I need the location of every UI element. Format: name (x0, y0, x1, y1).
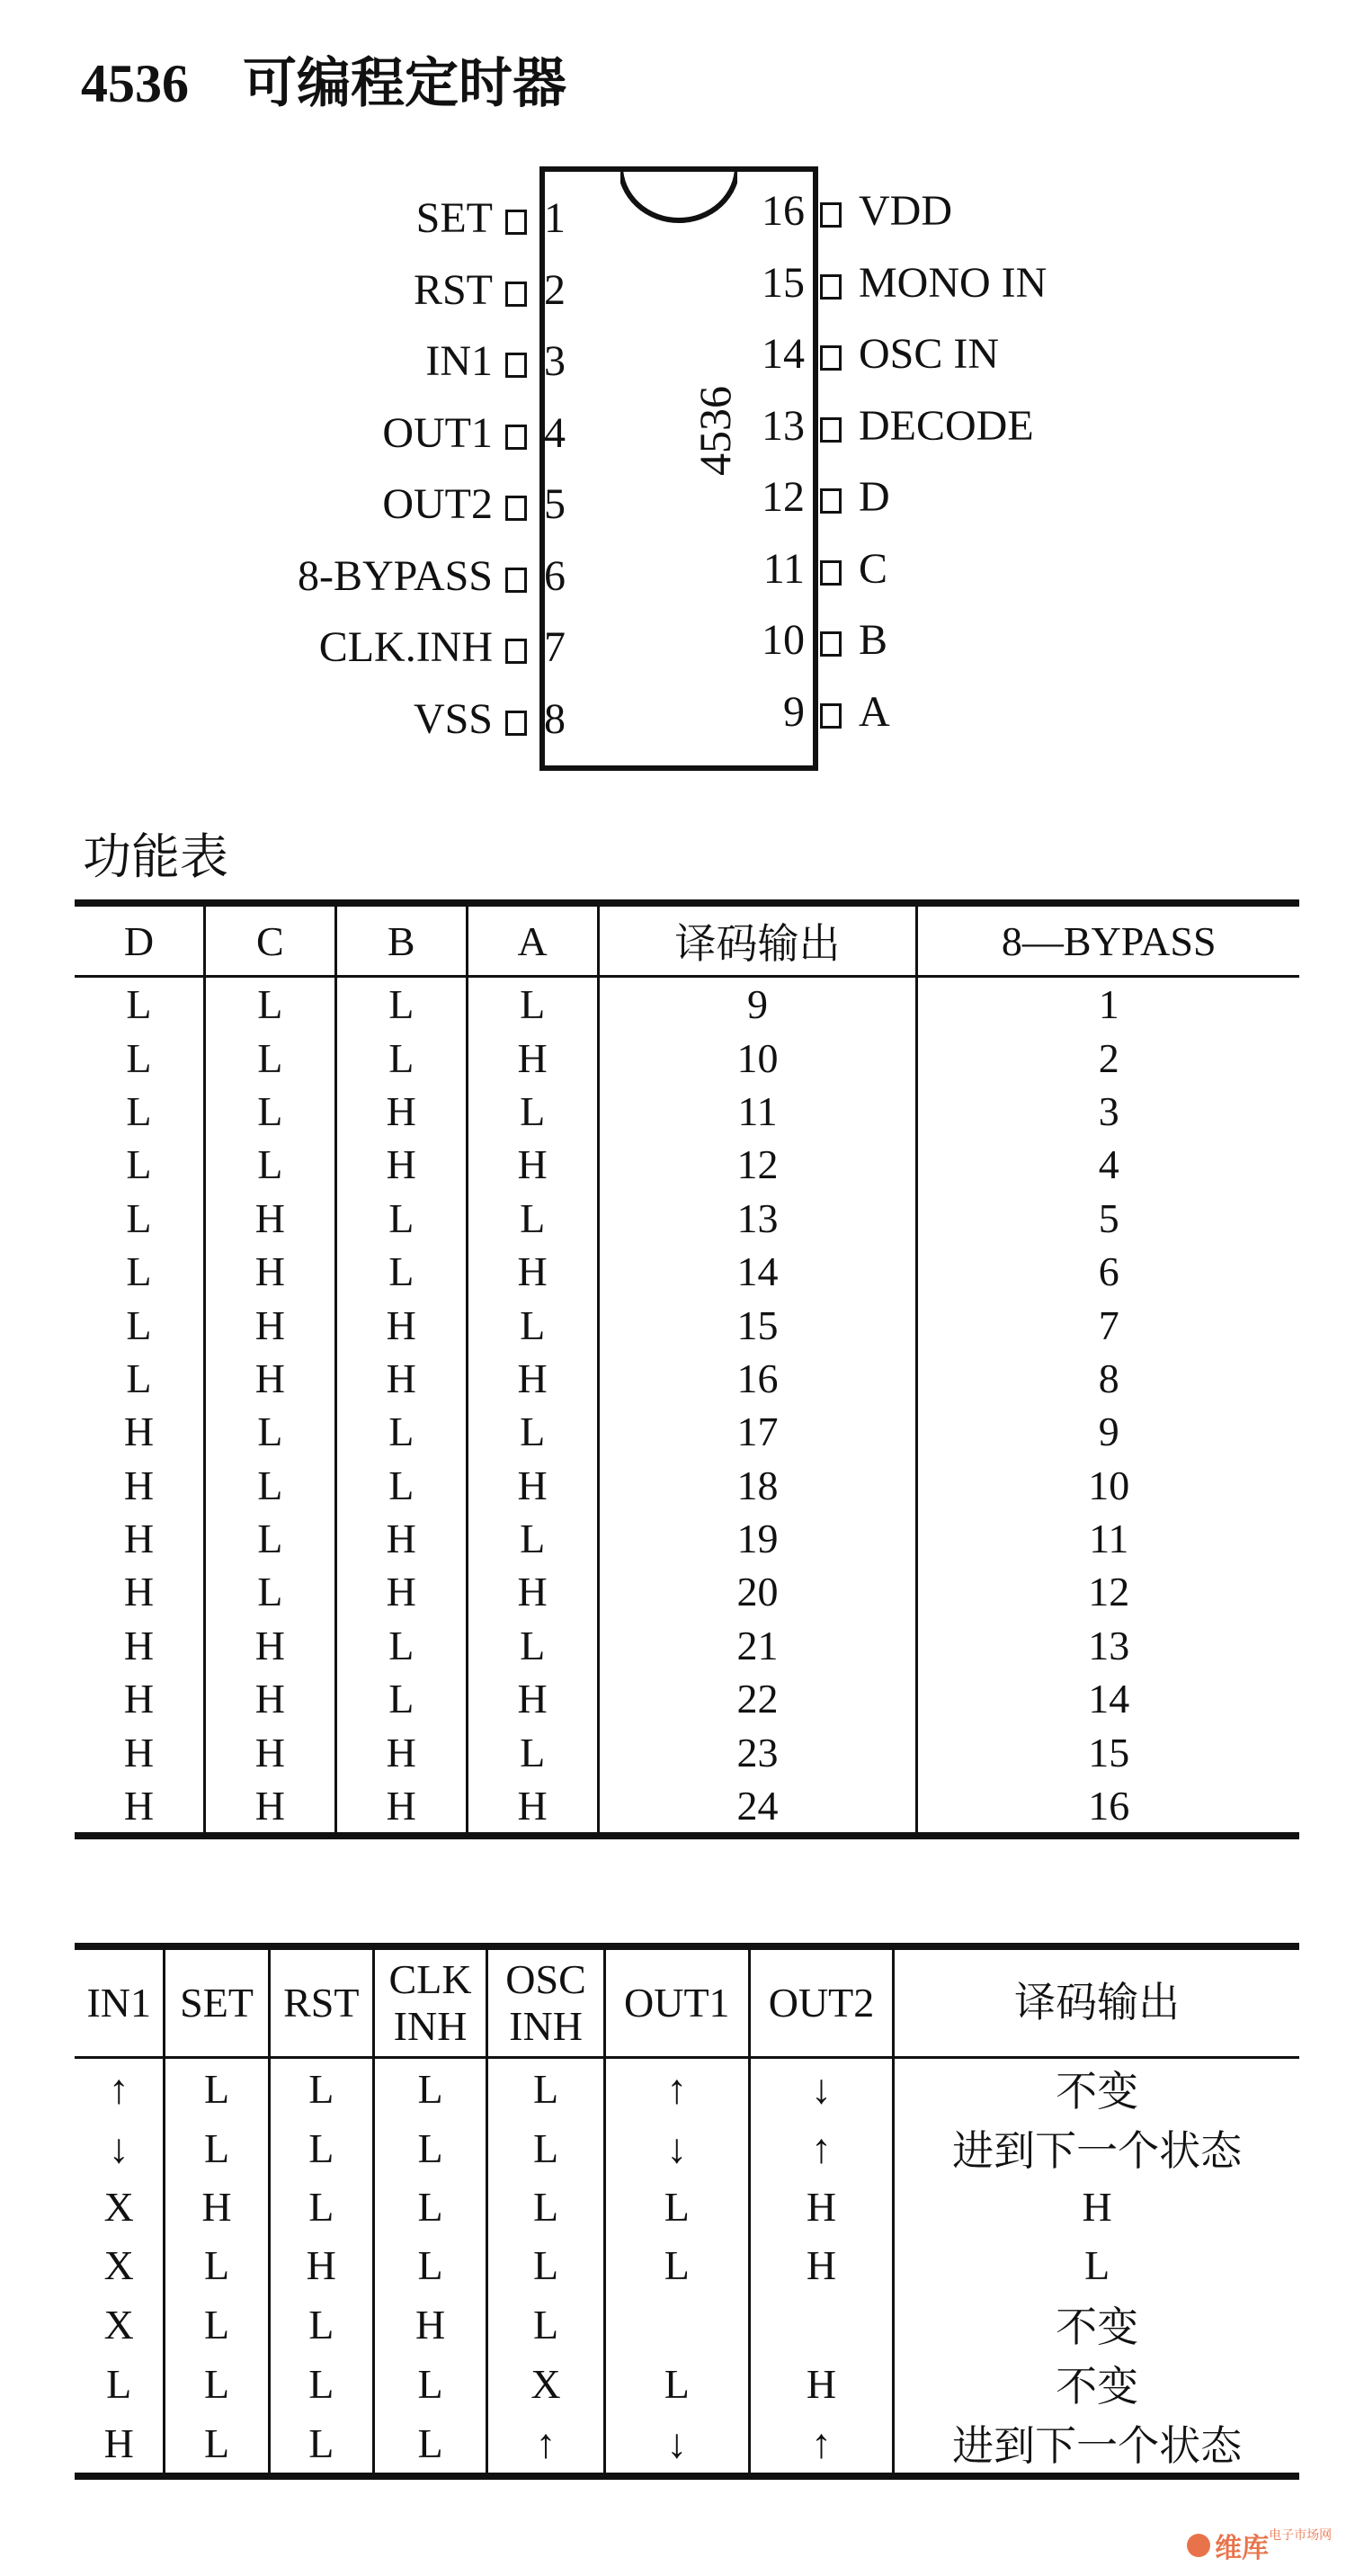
t2-cell: L (373, 2178, 486, 2236)
pin-15-number: 15 (762, 258, 805, 307)
t2-cell: L (487, 2118, 605, 2178)
t2-cell (604, 2294, 749, 2354)
t1-cell: L (335, 1405, 467, 1458)
pin-4-lead (505, 425, 527, 450)
pin-8-lead (505, 711, 527, 736)
t2-cell: L (165, 2354, 269, 2413)
pin-5-lead (505, 496, 527, 521)
t1-cell: H (204, 1779, 335, 1836)
t2-cell: H (75, 2413, 165, 2476)
t2-cell: L (1084, 2242, 1110, 2288)
pin-15-lead (820, 274, 842, 300)
table-row (75, 2058, 1299, 2119)
function-table-title: 功能表 (83, 830, 228, 884)
t1-cell: 16 (1088, 1783, 1130, 1829)
pin-7-name: CLK.INH (318, 623, 493, 671)
pin-10-lead (820, 631, 842, 657)
t1-cell: H (75, 1512, 204, 1565)
t2-cell: L (604, 2236, 749, 2294)
t1-cell: L (335, 1619, 467, 1672)
pin-3-lead (505, 353, 527, 378)
t1-header-1: C (204, 903, 335, 977)
t1-cell: L (467, 1512, 598, 1565)
pin-7-lead (505, 639, 527, 664)
pin-2-number: 2 (544, 265, 566, 314)
t1-cell: 22 (598, 1672, 917, 1725)
table-row (75, 1031, 1299, 1084)
t2-cell: ↑ (75, 2058, 165, 2119)
t1-cell: 13 (1088, 1622, 1130, 1668)
t2-cell: X (75, 2236, 165, 2294)
t1-cell: H (204, 1298, 335, 1351)
t1-cell: H (335, 1725, 467, 1778)
t1-cell: L (335, 977, 467, 1032)
table-row (75, 1405, 1299, 1458)
t2-header-6: OUT2 (749, 1946, 894, 2058)
t1-cell: L (467, 1192, 598, 1245)
pin-15-name: MONO IN (859, 258, 1047, 307)
pin-6-number: 6 (544, 551, 566, 600)
t1-cell: L (467, 1085, 598, 1138)
t1-header-4: 译码输出 (598, 903, 917, 977)
pin-12-name: D (859, 473, 890, 521)
table-row (75, 2354, 1299, 2413)
t1-cell: 24 (598, 1779, 917, 1836)
t2-cell: L (487, 2294, 605, 2354)
t2-cell: H (165, 2178, 269, 2236)
t2-cell: L (487, 2236, 605, 2294)
watermark-brand: 维库 (1215, 2533, 1270, 2564)
pin-10-number: 10 (762, 616, 805, 664)
chip-label: 4536 (690, 386, 740, 476)
t1-cell: 3 (1098, 1087, 1119, 1134)
t1-cell: H (75, 1565, 204, 1618)
t2-cell: X (75, 2294, 165, 2354)
table-row (75, 1565, 1299, 1618)
t1-cell: 14 (598, 1245, 917, 1298)
part-description: 可编程定时器 (243, 54, 566, 113)
t2-cell: ↓ (749, 2058, 894, 2119)
t1-header-0: D (75, 903, 204, 977)
t2-cell: H (749, 2178, 894, 2236)
t1-cell: 4 (1098, 1141, 1119, 1188)
t1-cell: H (467, 1459, 598, 1512)
table-row (75, 1619, 1299, 1672)
t2-cell: L (75, 2354, 165, 2413)
t1-cell: H (335, 1512, 467, 1565)
table-row (75, 1298, 1299, 1351)
t2-header-4: OSC INH (487, 1946, 605, 2058)
t1-cell: 12 (1088, 1569, 1130, 1615)
t1-cell: H (335, 1138, 467, 1191)
t1-cell: 14 (1088, 1676, 1130, 1722)
t1-cell: L (75, 1298, 204, 1351)
t2-cell (749, 2294, 894, 2354)
watermark-text: 电子市场网 (1269, 2528, 1333, 2543)
t1-cell: H (75, 1672, 204, 1725)
t1-cell: H (467, 1565, 598, 1618)
pin-12-number: 12 (762, 473, 805, 521)
pin-2-lead (505, 282, 527, 307)
package-notch (620, 164, 737, 227)
logo-icon (1187, 2534, 1210, 2557)
t1-cell: 5 (1098, 1194, 1119, 1241)
pin-16-name: VDD (859, 187, 952, 235)
t1-cell: L (204, 1138, 335, 1191)
t1-cell: H (467, 1031, 598, 1084)
t1-cell: 15 (598, 1298, 917, 1351)
t1-cell: H (204, 1672, 335, 1725)
t2-cell: H (269, 2236, 373, 2294)
t1-cell: L (467, 1405, 598, 1458)
t1-cell: L (75, 977, 204, 1032)
pin-5-name: OUT2 (382, 480, 493, 528)
t1-cell: H (204, 1245, 335, 1298)
t1-cell: 13 (598, 1192, 917, 1245)
pin-6-lead (505, 568, 527, 593)
t2-cell: L (373, 2413, 486, 2476)
pin-10-name: B (859, 616, 888, 664)
t2-cell: L (269, 2118, 373, 2178)
t1-cell: L (75, 1138, 204, 1191)
pin-1-name: SET (415, 194, 493, 242)
t2-cell: L (165, 2236, 269, 2294)
t2-cell: L (269, 2354, 373, 2413)
t2-cell: X (487, 2354, 605, 2413)
t1-cell: L (204, 1085, 335, 1138)
t1-cell: L (75, 1031, 204, 1084)
t2-cell: 不变 (1056, 2364, 1139, 2410)
t2-cell: L (604, 2178, 749, 2236)
t2-cell: ↑ (749, 2413, 894, 2476)
t1-cell: 16 (598, 1352, 917, 1405)
table-row (75, 1512, 1299, 1565)
t2-cell: L (165, 2118, 269, 2178)
t2-cell: L (165, 2058, 269, 2119)
t1-cell: 9 (1098, 1409, 1119, 1455)
t1-cell: 8 (1098, 1355, 1119, 1401)
t2-cell: X (75, 2178, 165, 2236)
t2-cell: H (1082, 2184, 1112, 2230)
t1-cell: L (204, 1031, 335, 1084)
t1-cell: L (467, 1725, 598, 1778)
t1-cell: L (75, 1085, 204, 1138)
pin-16-number: 16 (762, 187, 805, 235)
table-row (75, 1672, 1299, 1725)
t2-header-7: 译码输出 (894, 1946, 1299, 2058)
t1-cell: 18 (598, 1459, 917, 1512)
table-row (75, 1352, 1299, 1405)
t1-cell: L (75, 1245, 204, 1298)
t1-cell: H (335, 1352, 467, 1405)
t2-cell: 不变 (1056, 2069, 1139, 2115)
t2-cell: ↑ (604, 2058, 749, 2119)
t1-header-5: 8—BYPASS (917, 903, 1299, 977)
t1-cell: 17 (598, 1405, 917, 1458)
pin-14-number: 14 (762, 330, 805, 378)
t2-cell: H (749, 2354, 894, 2413)
control-function-table (75, 1943, 1299, 2480)
table-row (75, 1459, 1299, 1512)
t1-cell: L (335, 1192, 467, 1245)
table-row (75, 1779, 1299, 1836)
pin-13-lead (820, 417, 842, 443)
t2-cell: ↑ (749, 2118, 894, 2178)
t1-cell: 21 (598, 1619, 917, 1672)
table-row (75, 2236, 1299, 2294)
t1-cell: 23 (598, 1725, 917, 1778)
t1-cell: L (75, 1352, 204, 1405)
pin-7-number: 7 (544, 623, 566, 671)
t1-cell: H (467, 1138, 598, 1191)
t1-cell: L (204, 1459, 335, 1512)
pin-14-lead (820, 345, 842, 371)
t1-cell: 12 (598, 1138, 917, 1191)
t2-cell: L (269, 2178, 373, 2236)
t2-cell: ↓ (604, 2118, 749, 2178)
t2-cell: H (749, 2236, 894, 2294)
t2-cell: ↓ (604, 2413, 749, 2476)
t2-header-1: SET (165, 1946, 269, 2058)
t1-header-3: A (467, 903, 598, 977)
t1-cell: H (75, 1725, 204, 1778)
t2-cell: 不变 (1056, 2304, 1139, 2350)
t1-cell: H (467, 1672, 598, 1725)
t1-cell: L (204, 1405, 335, 1458)
pin-3-number: 3 (544, 337, 566, 385)
pin-8-name: VSS (413, 694, 493, 743)
pin-13-name: DECODE (859, 401, 1034, 450)
pin-1-number: 1 (544, 194, 566, 242)
t1-cell: L (204, 1565, 335, 1618)
pin-9-name: A (859, 687, 890, 736)
pin-9-number: 9 (783, 687, 805, 736)
t1-cell: 15 (1088, 1729, 1130, 1775)
t2-cell: H (373, 2294, 486, 2354)
t1-cell: H (75, 1779, 204, 1836)
pin-6-name: 8-BYPASS (297, 551, 493, 600)
t1-cell: 11 (1089, 1516, 1129, 1562)
pin-13-number: 13 (762, 401, 805, 450)
pin-11-name: C (859, 544, 888, 593)
t2-cell: L (373, 2236, 486, 2294)
t2-cell: ↓ (75, 2118, 165, 2178)
watermark-logo (1187, 2526, 1332, 2565)
t1-cell: L (467, 1619, 598, 1672)
pin-4-name: OUT1 (382, 408, 493, 457)
t1-cell: H (204, 1192, 335, 1245)
t1-cell: 7 (1098, 1301, 1119, 1348)
pin-12-lead (820, 488, 842, 514)
t1-cell: H (75, 1619, 204, 1672)
t1-cell: H (75, 1459, 204, 1512)
t1-cell: L (335, 1245, 467, 1298)
table-row (75, 977, 1299, 1032)
t2-cell: 进到下一个状态 (952, 2423, 1243, 2469)
t1-cell: H (335, 1565, 467, 1618)
t2-header-3: CLK INH (373, 1946, 486, 2058)
t2-cell: 进到下一个状态 (952, 2128, 1243, 2174)
t2-cell: L (373, 2354, 486, 2413)
table-row (75, 1245, 1299, 1298)
decode-function-table (75, 899, 1299, 1839)
t1-cell: L (204, 977, 335, 1032)
t2-header-2: RST (269, 1946, 373, 2058)
pin-9-lead (820, 703, 842, 729)
t2-cell: L (373, 2058, 486, 2119)
t1-cell: H (204, 1725, 335, 1778)
t1-cell: 20 (598, 1565, 917, 1618)
page-title (81, 40, 566, 118)
table-row (75, 2178, 1299, 2236)
pin-8-number: 8 (544, 694, 566, 743)
t2-header-5: OUT1 (604, 1946, 749, 2058)
t1-cell: 10 (598, 1031, 917, 1084)
t2-cell: L (165, 2413, 269, 2476)
table-row (75, 1725, 1299, 1778)
t1-cell: 9 (598, 977, 917, 1032)
pin-11-number: 11 (762, 544, 805, 593)
pin-14-name: OSC IN (859, 330, 1000, 378)
t1-cell: 19 (598, 1512, 917, 1565)
pin-5-number: 5 (544, 480, 566, 528)
t1-cell: L (75, 1192, 204, 1245)
table-row (75, 1138, 1299, 1191)
table-row (75, 1192, 1299, 1245)
pin-4-number: 4 (544, 408, 566, 457)
pin-1-lead (505, 210, 527, 235)
t1-cell: L (335, 1672, 467, 1725)
t2-cell: L (269, 2294, 373, 2354)
table-row (75, 2118, 1299, 2178)
t2-cell: L (269, 2058, 373, 2119)
t1-cell: 2 (1098, 1034, 1119, 1081)
t1-cell: L (335, 1031, 467, 1084)
table-row (75, 2413, 1299, 2476)
t1-cell: H (204, 1352, 335, 1405)
part-number: 4536 (81, 54, 189, 113)
table-row (75, 1085, 1299, 1138)
t1-cell: H (467, 1779, 598, 1836)
table-row (75, 2294, 1299, 2354)
t2-cell: L (487, 2058, 605, 2119)
t1-cell: 6 (1098, 1248, 1119, 1295)
t1-cell: L (467, 1298, 598, 1351)
t2-cell: L (604, 2354, 749, 2413)
pin-11-lead (820, 560, 842, 586)
t1-cell: L (467, 977, 598, 1032)
t1-cell: L (204, 1512, 335, 1565)
t1-cell: H (204, 1619, 335, 1672)
t1-cell: H (335, 1779, 467, 1836)
t1-header-2: B (335, 903, 467, 977)
t1-cell: 1 (1098, 981, 1119, 1028)
t1-cell: H (467, 1352, 598, 1405)
t1-cell: 10 (1088, 1462, 1130, 1508)
t2-cell: L (373, 2118, 486, 2178)
t1-cell: H (75, 1405, 204, 1458)
t1-cell: 11 (598, 1085, 917, 1138)
t1-cell: L (335, 1459, 467, 1512)
t2-cell: ↑ (487, 2413, 605, 2476)
t2-cell: L (269, 2413, 373, 2476)
t1-cell: H (467, 1245, 598, 1298)
pin-2-name: RST (413, 265, 493, 314)
t2-cell: L (165, 2294, 269, 2354)
pin-3-name: IN1 (425, 337, 493, 385)
t2-header-0: IN1 (75, 1946, 165, 2058)
pin-16-lead (820, 202, 842, 228)
t2-cell: L (487, 2178, 605, 2236)
t1-cell: H (335, 1085, 467, 1138)
t1-cell: H (335, 1298, 467, 1351)
